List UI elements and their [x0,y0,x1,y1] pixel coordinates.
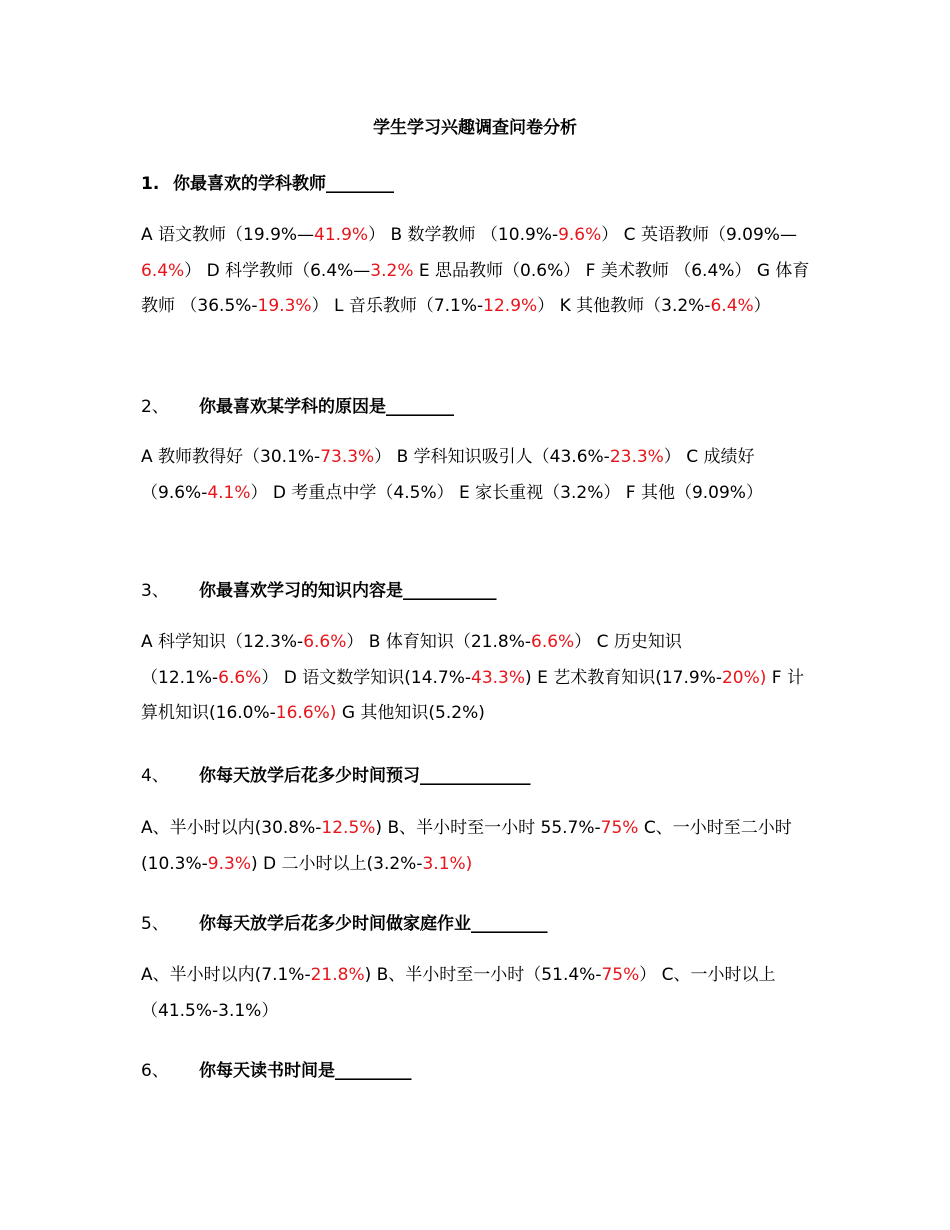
highlighted-percentage: 21.8% [310,965,365,985]
highlighted-percentage: 23.3% [609,447,664,467]
highlighted-percentage: 75% [601,965,640,985]
answer-text: ) B、半小时至一小时 55.7%- [375,818,601,838]
highlighted-percentage: 6.6% [303,632,347,652]
answer-text: E 思品教师（0.6%） F 美术教师 （6.4%） G 体育教师 （36.5%- [141,260,810,316]
question-text: 你每天放学后花多少时间做家庭作业_________ [199,914,548,934]
question-5 [141,909,548,934]
answer-text: F 计算机知识(16.0%- [141,667,804,723]
answer-text: ） K 其他教师（3.2%- [537,296,711,316]
highlighted-percentage: 20%) [721,667,767,688]
highlighted-percentage: 9.6% [558,225,602,245]
highlighted-percentage: 3.1%) [422,853,473,874]
question-2 [141,392,454,417]
answer-5 [141,958,811,1029]
question-text: 你最喜欢学习的知识内容是___________ [199,581,497,601]
highlighted-percentage: 19.3% [257,296,312,316]
highlighted-percentage: 6.4% [141,260,185,281]
answer-text: ) B、半小时至一小时（51.4%- [364,965,602,985]
question-1 [141,169,394,194]
answer-text: ） B 体育知识（21.8%- [346,632,531,652]
question-number: 3、 [141,581,169,601]
answer-text: ） C 历史知识（12.1%- [141,632,682,688]
answer-2 [141,440,811,511]
document-title: 学生学习兴趣调查问卷分析 [373,118,577,138]
answer-3 [141,625,811,732]
question-6 [141,1056,412,1081]
question-text: 你最喜欢的学科教师________ [173,174,394,194]
answer-text: ） C、一小时以上（41.5%-3.1%） [141,965,776,1021]
question-text: 你每天放学后花多少时间预习_____________ [199,766,531,786]
highlighted-percentage: 75% [600,818,639,838]
answer-text: ) D 二小时以上(3.2%- [250,853,423,874]
question-text: 你最喜欢某学科的原因是________ [199,397,454,417]
answer-text: G 其他知识(5.2%) [336,703,485,723]
highlighted-percentage: 6.6% [218,667,262,688]
question-number: 2、 [141,397,169,417]
answer-text: ） D 语文数学知识(14.7%- [261,667,472,688]
highlighted-percentage: 6.4% [710,296,754,316]
answer-text: ） D 科学教师（6.4%— [184,260,371,281]
highlighted-percentage: 12.5% [321,818,376,838]
answer-text: ) E 艺术教育知识(17.9%- [525,667,722,688]
highlighted-percentage: 9.3% [207,853,251,874]
answer-text: ） [753,296,771,316]
highlighted-percentage: 43.3% [471,667,526,688]
question-text: 你每天读书时间是_________ [199,1061,412,1081]
question-4 [141,761,531,786]
answer-1 [141,218,811,325]
question-number: 4、 [141,766,169,786]
question-number: 5、 [141,914,169,934]
answer-text: ） D 考重点中学（4.5%） E 家长重视（3.2%） F 其他（9.09%） [250,482,763,503]
highlighted-percentage: 6.6% [531,632,575,652]
answer-text: A 语文教师（19.9%— [141,225,315,245]
answer-text: A 科学知识（12.3%- [141,632,304,652]
answer-text: C、一小时至二小时(10.3%- [141,818,792,874]
answer-text: A 教师教得好（30.1%- [141,447,321,467]
answer-text: ） C 成绩好（9.6%- [141,447,755,503]
highlighted-percentage: 12.9% [483,296,538,316]
answer-text: ） L 音乐教师（7.1%- [311,296,484,316]
answer-text: ） B 数学教师 （10.9%- [368,225,559,245]
question-number: 6、 [141,1061,169,1081]
question-number: 1. [141,174,160,194]
question-3 [141,576,497,601]
answer-text: A、半小时以内(30.8%- [141,818,322,838]
highlighted-percentage: 73.3% [320,447,375,467]
highlighted-percentage: 41.9% [314,225,369,245]
highlighted-percentage: 4.1% [207,482,251,503]
highlighted-percentage: 16.6%) [275,703,337,723]
answer-text: ） C 英语教师（9.09%— [601,225,797,245]
answer-text: A、半小时以内(7.1%- [141,965,311,985]
highlighted-percentage: 3.2% [370,260,414,281]
answer-4 [141,811,811,882]
answer-text: ） B 学科知识吸引人（43.6%- [374,447,610,467]
